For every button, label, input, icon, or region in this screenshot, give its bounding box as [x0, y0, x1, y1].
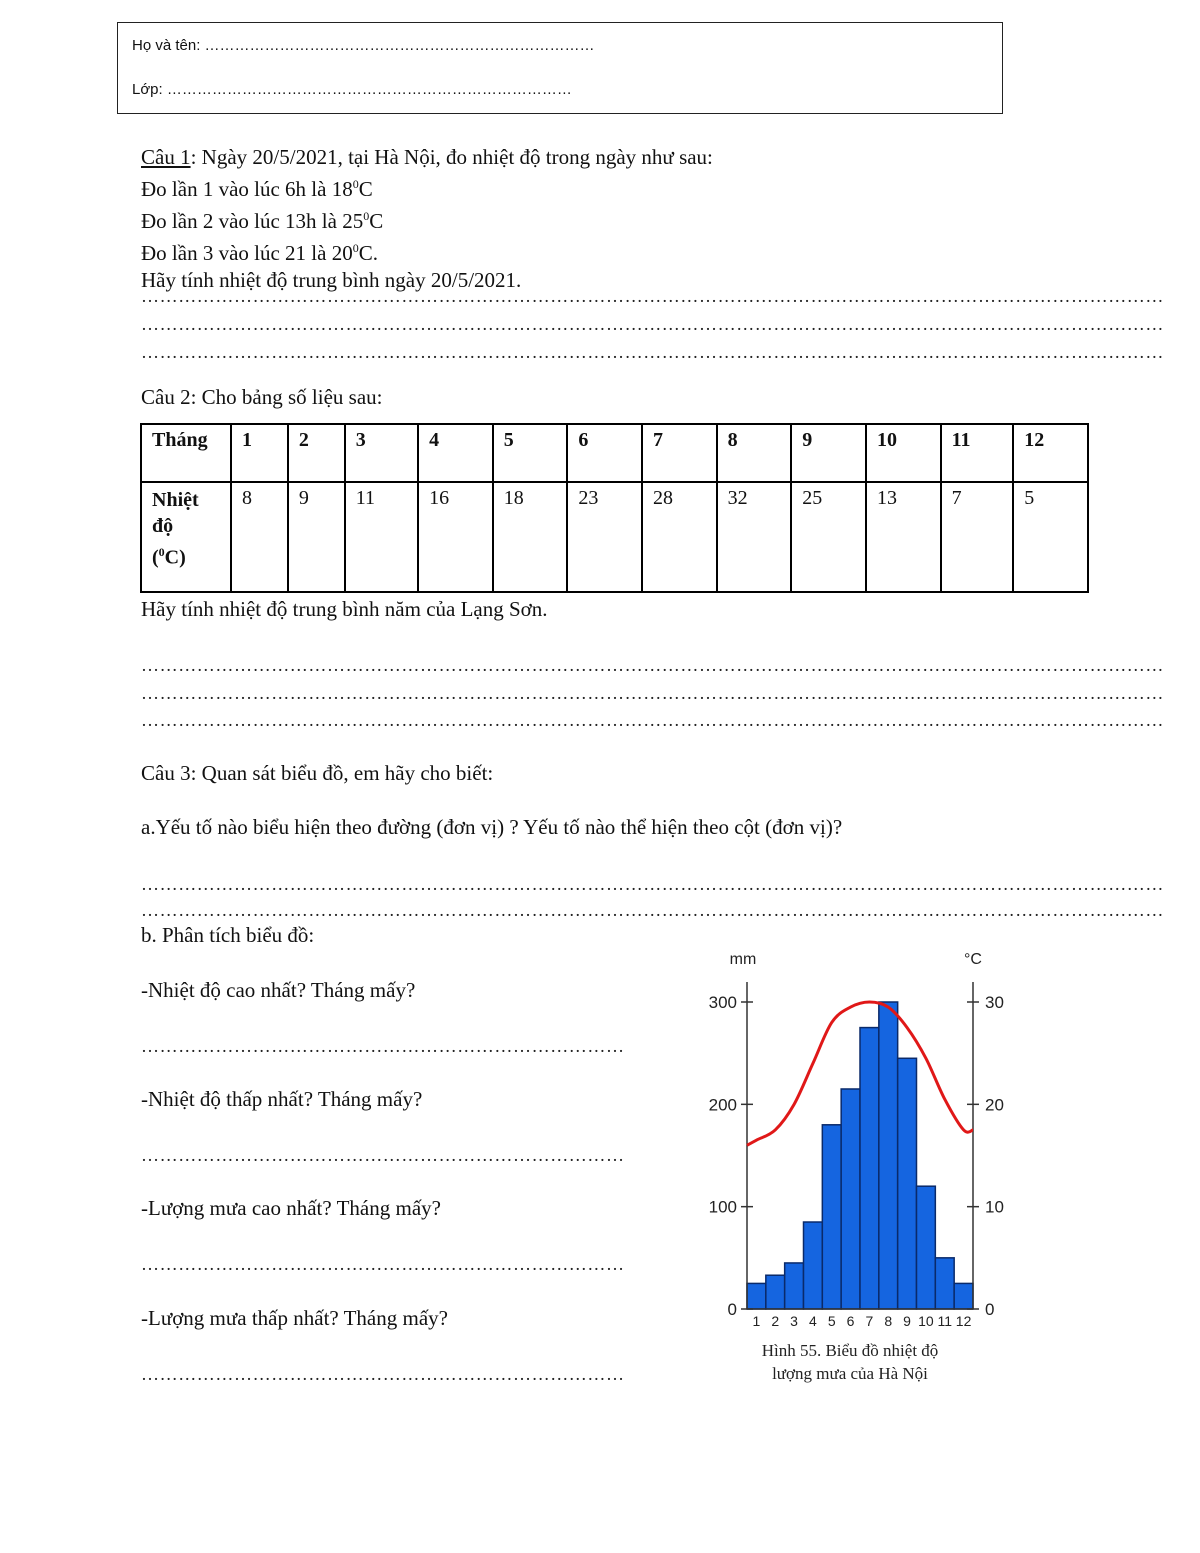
- temp-cell: 8: [231, 482, 288, 592]
- temp-cell: 7: [941, 482, 1014, 592]
- table-header-cell: Nhiệt độ ($^0$C): [141, 482, 231, 592]
- rainfall-bar: [935, 1258, 954, 1309]
- left-tick-label: 100: [708, 1197, 737, 1217]
- month-cell: 1: [231, 424, 288, 482]
- class-line: [132, 81, 572, 98]
- month-tick-label: 11: [937, 1313, 953, 1329]
- month-cell: 8: [717, 424, 792, 482]
- answer-line[interactable]: …………………………………………………………………………………………………………………………………………………: [141, 655, 1164, 675]
- month-tick-label: 6: [846, 1313, 855, 1329]
- left-tick-label: 0: [727, 1300, 737, 1319]
- temp-cell: 23: [567, 482, 642, 592]
- answer-line[interactable]: …………………………………………………………………………………………………………………………………………………: [141, 710, 1164, 730]
- right-tick-label: 20: [985, 1095, 1004, 1115]
- q1-intro-line: [141, 144, 1041, 171]
- temp-cell: 32: [717, 482, 792, 592]
- q3-b3: -Lượng mưa cao nhất? Tháng mấy?: [141, 1196, 441, 1220]
- month-cell: 4: [418, 424, 493, 482]
- chart-caption-line-1: Hình 55. Biểu đồ nhiệt độ: [761, 1341, 939, 1360]
- rainfall-bar: [954, 1283, 973, 1309]
- climate-chart: [690, 930, 1030, 1390]
- q3-part-a: a.Yếu tố nào biểu hiện theo đường (đơn vị) ? Yếu tố nào thể hiện theo cột (đơn vị)?: [141, 815, 843, 839]
- left-tick-label: 300: [708, 993, 737, 1012]
- answer-line[interactable]: ……………………………………………………………………: [141, 1145, 625, 1165]
- rainfall-bar: [860, 1028, 879, 1309]
- name-dots[interactable]: ……………………………………………………………………: [204, 37, 595, 54]
- rainfall-bar: [747, 1283, 766, 1309]
- month-cell: 7: [642, 424, 717, 482]
- q2-title: Câu 2: Cho bảng số liệu sau:: [141, 385, 383, 409]
- month-tick-label: 5: [827, 1313, 836, 1329]
- month-cell: 6: [567, 424, 642, 482]
- month-tick-label: 8: [884, 1313, 893, 1329]
- temp-cell: 11: [345, 482, 418, 592]
- answer-line[interactable]: …………………………………………………………………………………………………………………………………………………: [141, 314, 1164, 334]
- temp-cell: 18: [493, 482, 568, 592]
- answer-line[interactable]: ……………………………………………………………………: [141, 1036, 625, 1056]
- temp-cell: 5: [1013, 482, 1088, 592]
- q3-b2: -Nhiệt độ thấp nhất? Tháng mấy?: [141, 1087, 423, 1111]
- chart-caption-line-2: lượng mưa của Hà Nội: [772, 1364, 928, 1383]
- month-cell: 3: [345, 424, 418, 482]
- rainfall-bar: [879, 1002, 898, 1309]
- q1-title: Câu 1: [141, 145, 191, 169]
- month-tick-label: 4: [809, 1313, 817, 1329]
- question-1: [141, 144, 1041, 294]
- table-header-cell: Tháng: [141, 424, 231, 482]
- month-tick-label: 3: [790, 1313, 798, 1329]
- right-tick-label: 0: [985, 1300, 995, 1319]
- rainfall-bar: [766, 1275, 785, 1309]
- q3-b1: -Nhiệt độ cao nhất? Tháng mấy?: [141, 978, 416, 1002]
- class-label: Lớp:: [132, 81, 163, 98]
- month-cell: 10: [866, 424, 941, 482]
- temp-cell: 28: [642, 482, 717, 592]
- temperature-table: [140, 423, 1089, 593]
- q3-part-b: b. Phân tích biểu đồ:: [141, 923, 315, 947]
- month-cell: 9: [791, 424, 866, 482]
- left-axis-unit: mm: [729, 951, 757, 968]
- table-row-temps: [141, 482, 1088, 592]
- q3-title: Câu 3: Quan sát biểu đồ, em hãy cho biết:: [141, 761, 494, 785]
- answer-line[interactable]: …………………………………………………………………………………………………………………………………………………: [141, 342, 1164, 362]
- rainfall-bar: [898, 1058, 917, 1309]
- month-tick-label: 2: [771, 1313, 780, 1329]
- name-label: Họ và tên:: [132, 37, 201, 54]
- q2-ask: Hãy tính nhiệt độ trung bình năm của Lạng Sơn.: [141, 597, 548, 621]
- month-cell: 2: [288, 424, 345, 482]
- temp-cell: 9: [288, 482, 345, 592]
- q1-intro: : Ngày 20/5/2021, tại Hà Nội, đo nhiệt độ trong ngày như sau:: [190, 145, 713, 169]
- answer-line[interactable]: ……………………………………………………………………: [141, 1364, 625, 1384]
- month-cell: 12: [1013, 424, 1088, 482]
- answer-line[interactable]: …………………………………………………………………………………………………………………………………………………: [141, 874, 1164, 894]
- answer-line[interactable]: …………………………………………………………………………………………………………………………………………………: [141, 900, 1164, 920]
- rainfall-bar: [917, 1186, 936, 1309]
- rainfall-bar: [841, 1089, 860, 1309]
- student-info-box: [117, 22, 1003, 114]
- answer-line[interactable]: …………………………………………………………………………………………………………………………………………………: [141, 286, 1164, 306]
- table-row-months: [141, 424, 1088, 482]
- rainfall-bar: [804, 1222, 823, 1309]
- rainfall-bar: [785, 1263, 804, 1309]
- climate-chart-svg: [690, 930, 1030, 1390]
- class-dots[interactable]: ………………………………………………………………………: [166, 81, 572, 98]
- answer-line[interactable]: ……………………………………………………………………: [141, 1254, 625, 1274]
- month-cell: 5: [493, 424, 568, 482]
- month-cell: 11: [941, 424, 1014, 482]
- left-tick-label: 200: [708, 1095, 737, 1115]
- q1-ask: Hãy tính nhiệt độ trung bình ngày 20/5/2021.: [141, 268, 522, 292]
- right-axis-unit: °C: [964, 951, 982, 968]
- name-line: [132, 37, 595, 54]
- right-tick-label: 30: [985, 993, 1004, 1012]
- temp-cell: 13: [866, 482, 941, 592]
- right-tick-label: 10: [985, 1197, 1004, 1217]
- temp-cell: 16: [418, 482, 493, 592]
- rainfall-bar: [822, 1125, 841, 1309]
- q1-line-2: Đo lần 2 vào lúc 13h là $25^0C$: [141, 209, 384, 233]
- q1-line-3: Đo lần 3 vào lúc 21 là $20^0C$.: [141, 241, 378, 265]
- q3-b4: -Lượng mưa thấp nhất? Tháng mấy?: [141, 1306, 448, 1330]
- month-tick-label: 9: [903, 1313, 911, 1329]
- q1-line-1: Đo lần 1 vào lúc 6h là $18^0C$: [141, 177, 373, 201]
- month-tick-label: 12: [955, 1313, 972, 1329]
- temp-cell: 25: [791, 482, 866, 592]
- month-tick-label: 7: [865, 1313, 874, 1329]
- month-tick-label: 1: [752, 1313, 761, 1329]
- month-tick-label: 10: [918, 1313, 934, 1329]
- answer-line[interactable]: …………………………………………………………………………………………………………………………………………………: [141, 683, 1164, 703]
